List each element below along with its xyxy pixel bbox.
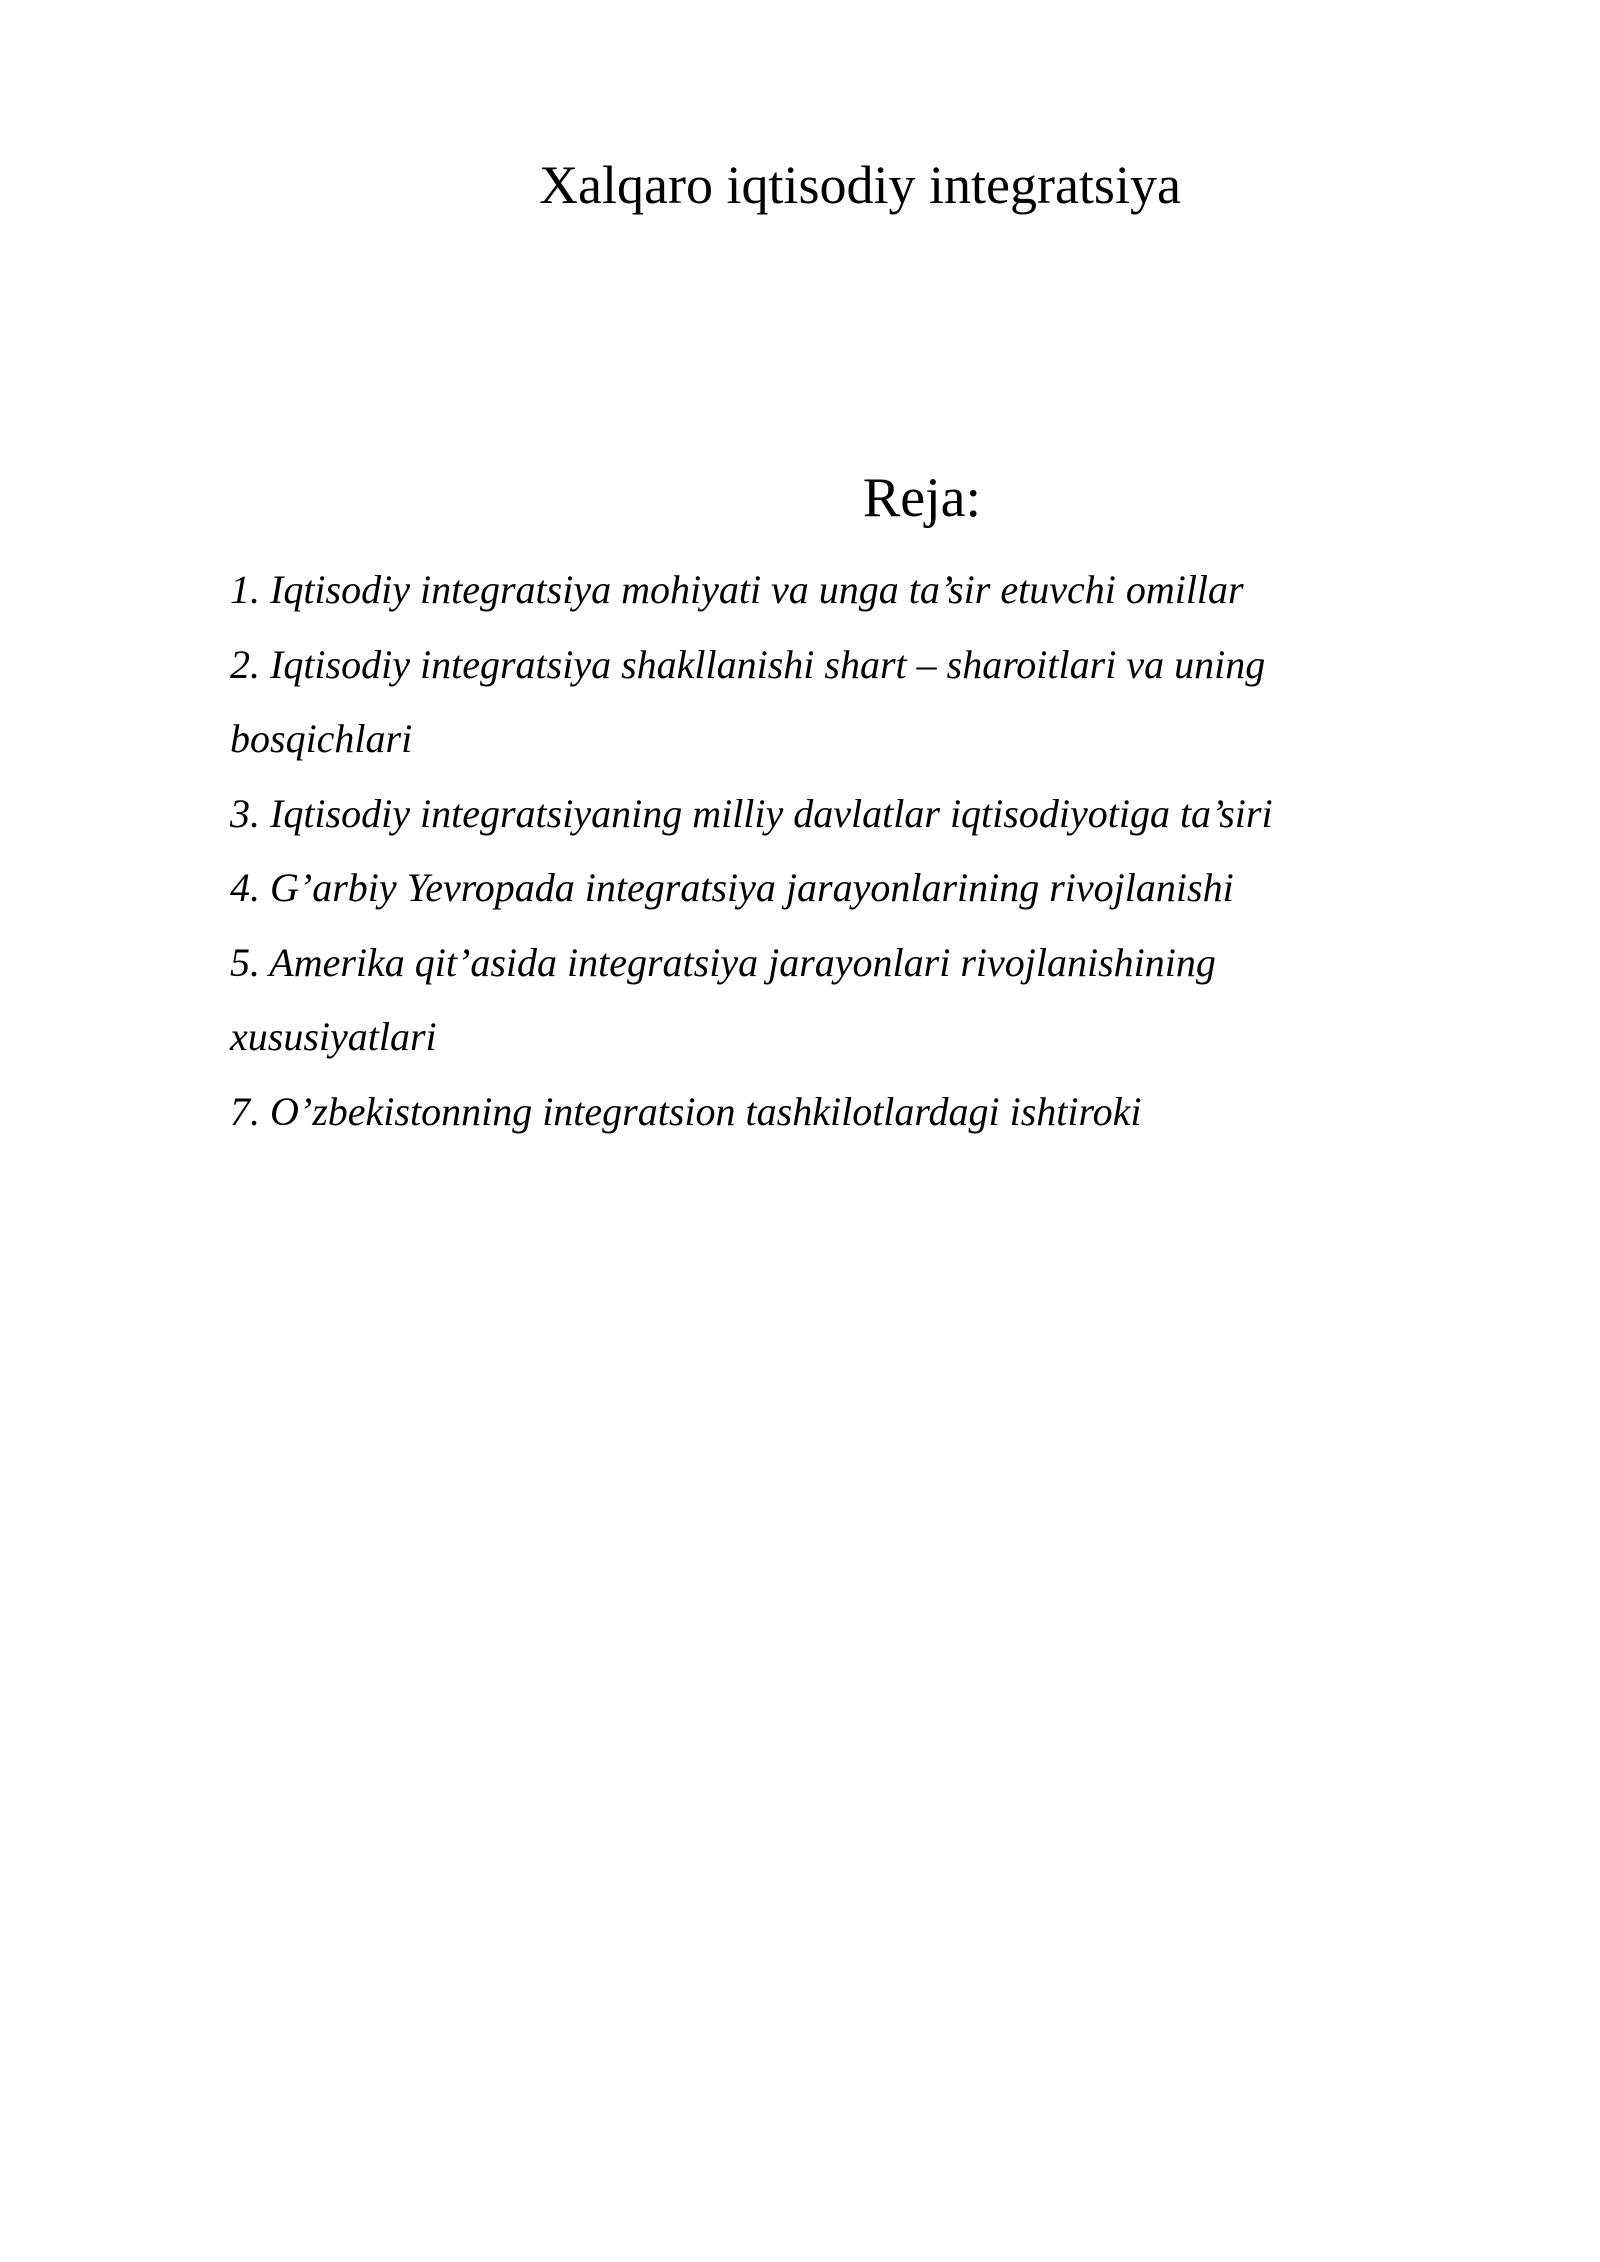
document-title: Xalqaro iqtisodiy integratsiya	[539, 155, 1181, 215]
plan-list	[230, 553, 1380, 1149]
plan-item-3: 3. Iqtisodiy integratsiyaning milliy davlatlar iqtisodiyotiga ta’siri	[230, 790, 1273, 836]
plan-item-1: 1. Iqtisodiy integratsiya mohiyati va unga ta’sir etuvchi omillar	[230, 567, 1244, 612]
plan-item-6: 7. O’zbekistonning integratsion tashkilotlardagi ishtiroki	[230, 1088, 1142, 1134]
plan-item-5: 5. Amerika qit’asida integratsiya jarayonlari rivojlanishining xususiyatlari	[230, 939, 1216, 1059]
plan-item-4: 4. G’arbiy Yevropada integratsiya jarayonlarining rivojlanishi	[230, 865, 1234, 910]
plan-heading: Reja:	[862, 467, 982, 529]
plan-item-2: 2. Iqtisodiy integratsiya shakllanishi shart – sharoitlari va uning bosqichlari	[230, 641, 1266, 761]
